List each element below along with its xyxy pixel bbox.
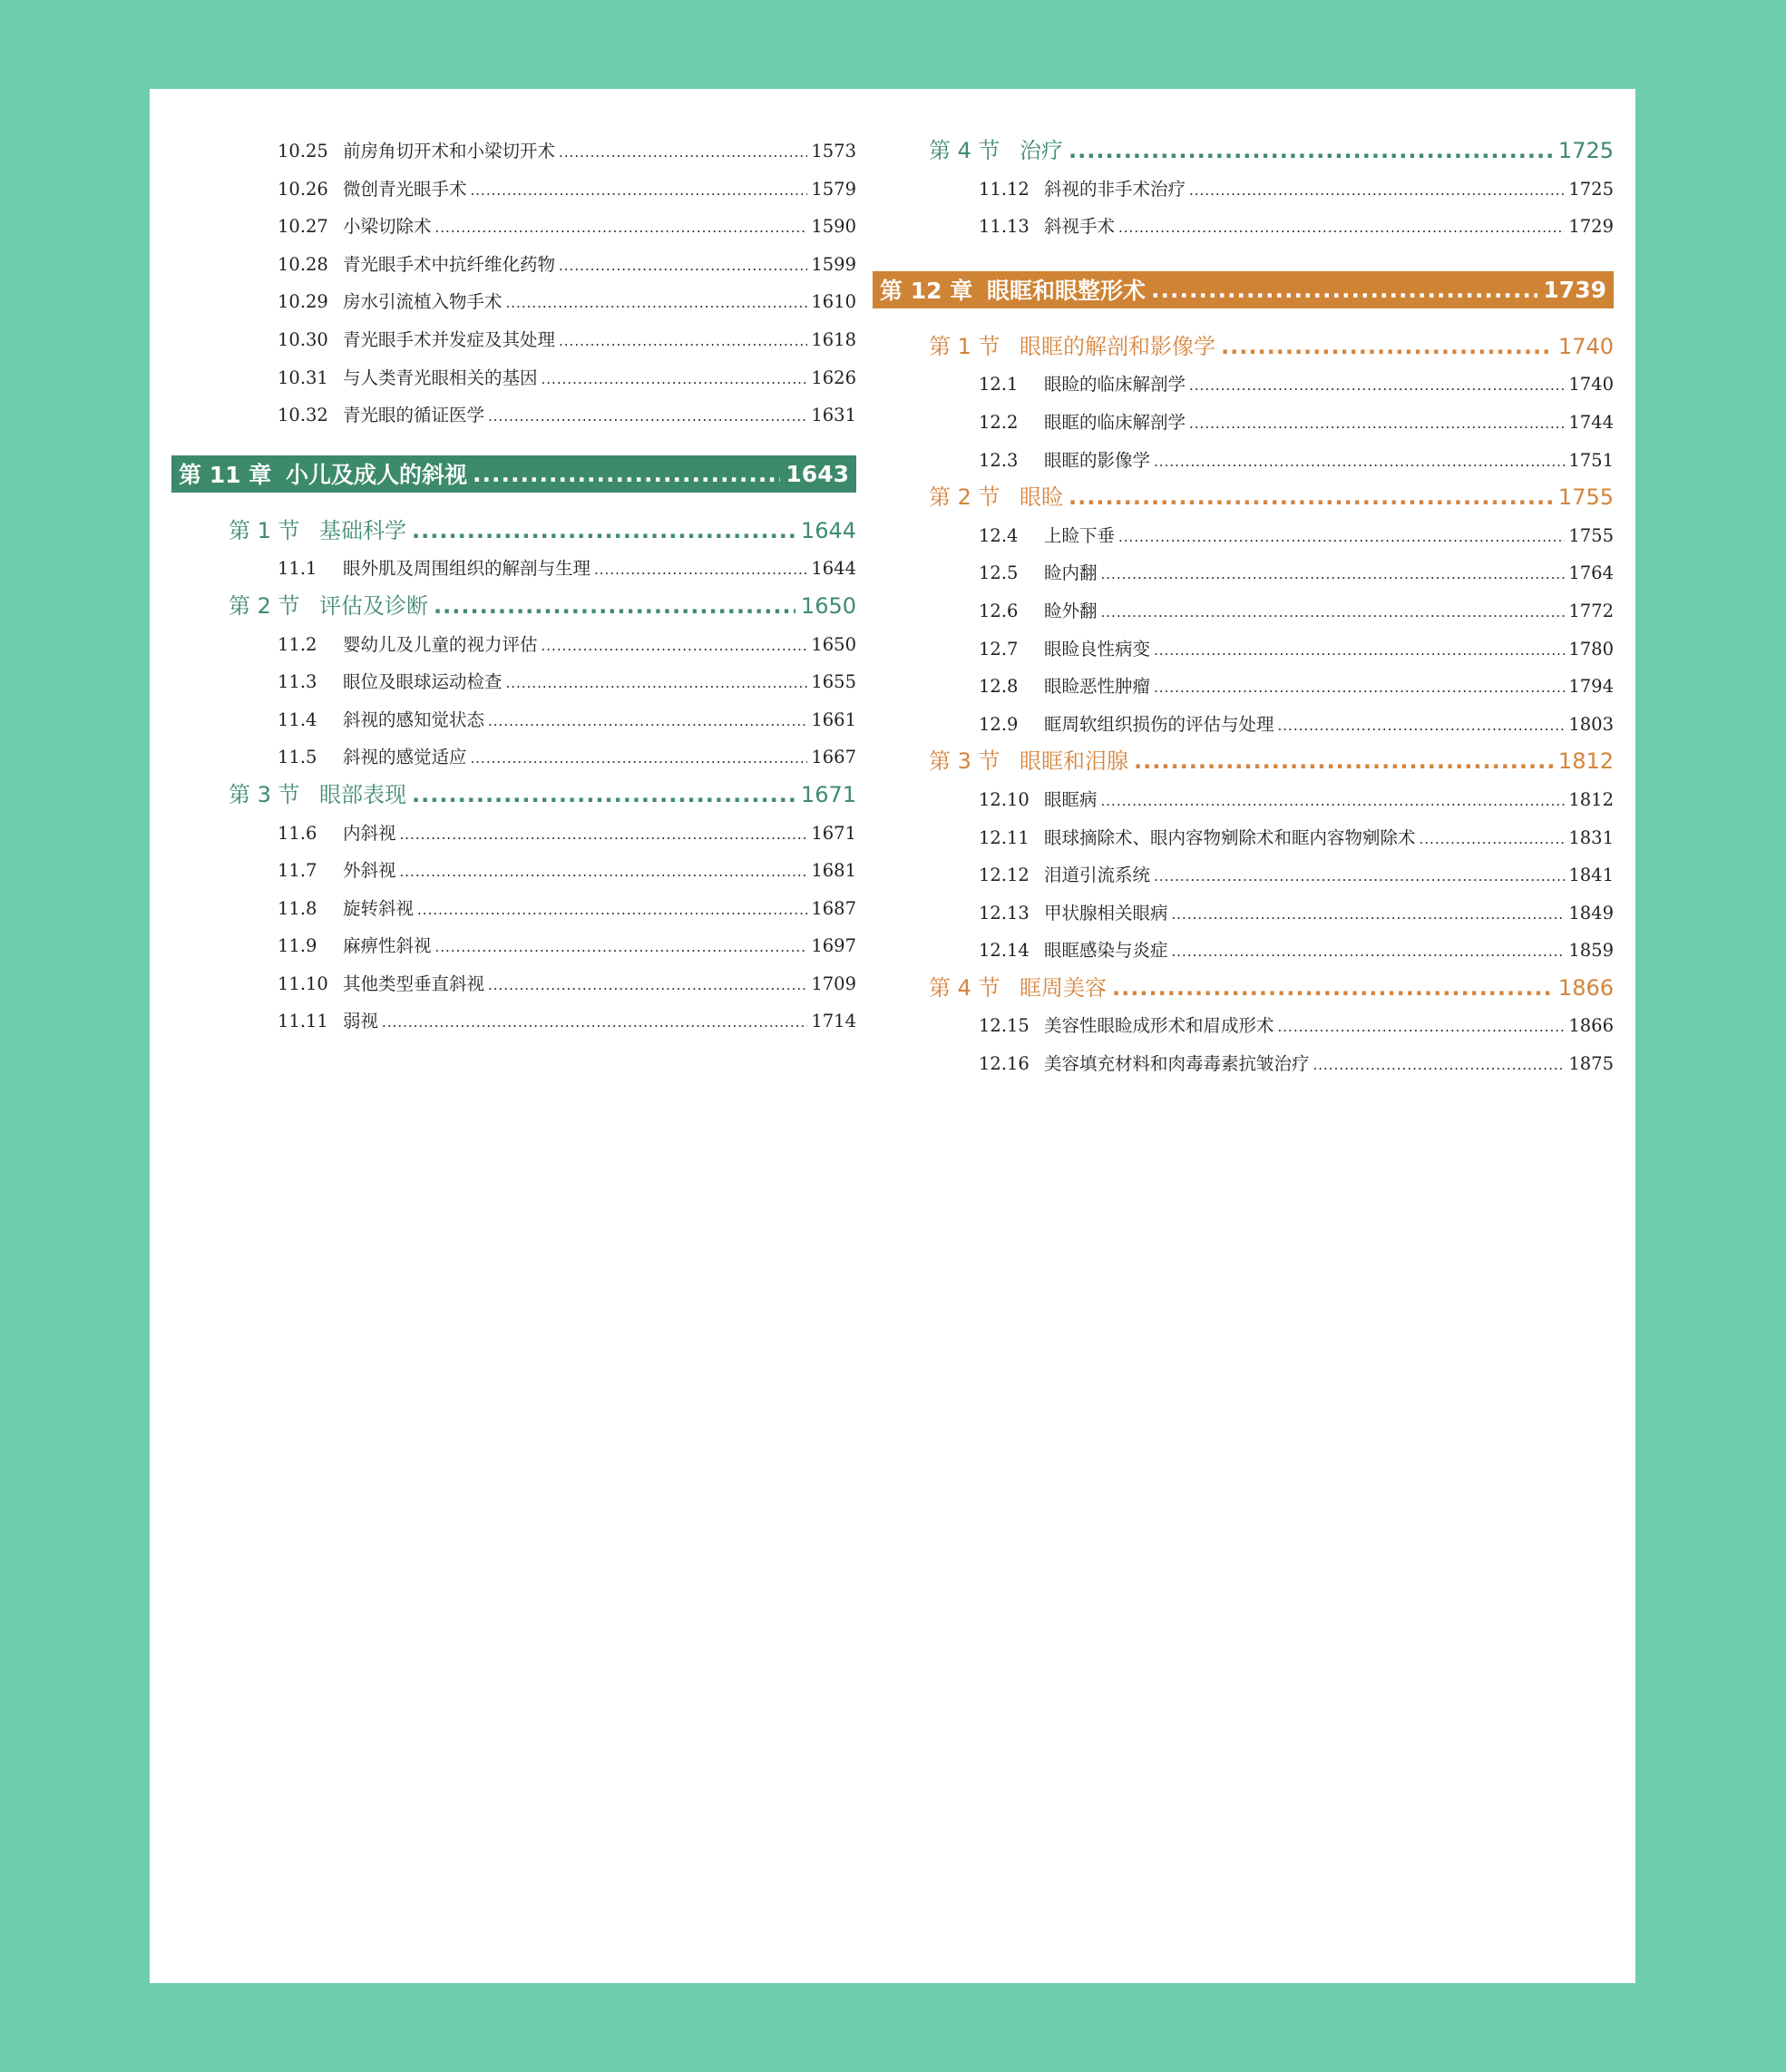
toc-entry[interactable] [171, 626, 856, 664]
entry-page: 1671 [811, 822, 856, 844]
toc-section[interactable] [929, 970, 1614, 1008]
entry-page: 1655 [811, 671, 856, 693]
entry-page: 1841 [1568, 865, 1614, 886]
section-label: 第 3 节 [229, 781, 300, 807]
section-page: 1740 [1557, 333, 1614, 359]
section-title: 眼眶的解剖和影像学 [1020, 333, 1215, 359]
entry-number: 10.27 [278, 216, 328, 238]
entry-number: 12.5 [979, 562, 1019, 584]
leader-dots [1118, 210, 1565, 248]
section-title: 治疗 [1020, 138, 1063, 163]
entry-number: 11.11 [278, 1011, 328, 1032]
entry-title: 内斜视 [343, 822, 396, 844]
leader-dots [542, 361, 808, 399]
entry-number: 12.4 [979, 524, 1019, 546]
toc-entry[interactable] [929, 517, 1614, 555]
leader-dots [1154, 669, 1565, 708]
toc-entry[interactable] [171, 738, 856, 777]
leader-dots [1189, 172, 1565, 210]
leader-dots [1101, 783, 1566, 821]
section-label: 第 3 节 [929, 748, 1000, 775]
toc-entry[interactable] [929, 630, 1614, 669]
section-title: 基础科学 [319, 517, 406, 543]
entry-page: 1831 [1568, 826, 1614, 848]
entry-title: 眼眶感染与炎症 [1044, 940, 1168, 962]
entry-number: 11.9 [278, 935, 317, 957]
toc-entry[interactable] [929, 1007, 1614, 1045]
toc-chapter-banner[interactable] [171, 455, 856, 493]
section-label: 第 1 节 [929, 333, 1000, 359]
entry-number: 10.31 [278, 367, 328, 388]
entry-number: 12.9 [979, 713, 1019, 735]
entry-title: 青光眼手术并发症及其处理 [343, 328, 556, 350]
entry-page: 1661 [811, 709, 856, 730]
entry-page: 1866 [1568, 1015, 1614, 1037]
section-page: 1755 [1557, 484, 1614, 511]
entry-number: 11.8 [278, 897, 317, 919]
toc-entry[interactable] [171, 965, 856, 1003]
leader-dots [488, 398, 807, 436]
leader-dots [417, 892, 807, 930]
entry-number: 11.1 [278, 558, 317, 580]
leader-dots [559, 248, 807, 286]
entry-page: 1794 [1568, 676, 1614, 698]
leader-dots [559, 323, 807, 361]
leader-dots [434, 588, 795, 626]
entry-number: 12.7 [979, 638, 1019, 660]
leader-dots [435, 210, 808, 248]
entry-title: 弱视 [343, 1011, 379, 1032]
section-title: 眼睑 [1020, 484, 1063, 511]
entry-page: 1573 [811, 141, 856, 161]
section-label: 第 2 节 [929, 484, 1000, 511]
entry-number: 12.1 [979, 374, 1019, 396]
leader-dots [1154, 858, 1565, 896]
toc-entry[interactable] [171, 890, 856, 928]
toc-entry[interactable] [171, 550, 856, 588]
toc-entry[interactable] [929, 894, 1614, 933]
chapter-page: 1739 [1543, 276, 1606, 303]
toc-entry[interactable] [171, 132, 856, 171]
entry-title: 眼睑的临床解剖学 [1044, 374, 1186, 396]
leader-dots [542, 628, 808, 666]
entry-title: 眼眶病 [1044, 788, 1098, 810]
entry-title: 睑内翻 [1044, 562, 1098, 584]
entry-title: 青光眼的循证医学 [343, 405, 485, 426]
entry-title: 麻痹性斜视 [343, 935, 432, 957]
toc-left-column [171, 132, 856, 1041]
entry-title: 斜视手术 [1044, 216, 1116, 238]
leader-dots [506, 665, 808, 703]
entry-number: 12.8 [979, 676, 1019, 698]
leader-dots [1154, 632, 1565, 670]
entry-title: 泪道引流系统 [1044, 865, 1151, 886]
toc-right-column [880, 132, 1614, 1083]
leader-dots [382, 1004, 807, 1042]
leader-dots [559, 134, 807, 172]
entry-title: 婴幼儿及儿童的视力评估 [343, 633, 538, 655]
entry-page: 1681 [811, 860, 856, 882]
toc-entry[interactable] [171, 359, 856, 397]
leader-dots [1278, 708, 1566, 746]
entry-page: 1610 [811, 291, 856, 313]
toc-entry[interactable] [929, 668, 1614, 706]
section-page: 1725 [1557, 138, 1614, 163]
entry-page: 1764 [1568, 562, 1614, 584]
entry-title: 眼眶的临床解剖学 [1044, 411, 1186, 433]
leader-dots [1101, 594, 1566, 632]
section-page: 1812 [1557, 748, 1614, 775]
entry-page: 1709 [811, 972, 856, 994]
entry-page: 1631 [811, 405, 856, 426]
toc-chapter-banner[interactable] [873, 271, 1614, 308]
entry-number: 10.26 [278, 178, 328, 200]
entry-number: 12.14 [979, 940, 1030, 962]
section-page: 1650 [800, 592, 856, 619]
entry-number: 11.13 [979, 216, 1030, 238]
entry-title: 前房角切开术和小梁切开术 [343, 141, 556, 161]
entry-page: 1644 [811, 558, 856, 580]
toc-section[interactable] [929, 132, 1614, 171]
entry-number: 10.30 [278, 328, 328, 350]
toc-entry[interactable] [171, 208, 856, 246]
entry-page: 1626 [811, 367, 856, 388]
entry-page: 1744 [1568, 411, 1614, 433]
leader-dots [400, 816, 808, 855]
entry-page: 1812 [1568, 788, 1614, 810]
entry-page: 1772 [1568, 600, 1614, 621]
toc-entry[interactable] [171, 927, 856, 965]
toc-page [150, 89, 1635, 1983]
entry-title: 眼位及眼球运动检查 [343, 671, 503, 693]
section-label: 第 2 节 [229, 592, 300, 619]
toc-section[interactable] [929, 743, 1614, 781]
entry-title: 其他类型垂直斜视 [343, 972, 485, 994]
entry-page: 1618 [811, 328, 856, 350]
entry-number: 12.6 [979, 600, 1019, 621]
entry-page: 1725 [1568, 178, 1614, 200]
section-title: 眼部表现 [319, 781, 406, 807]
entry-page: 1714 [811, 1011, 856, 1032]
entry-title: 微创青光眼手术 [343, 178, 467, 200]
entry-number: 10.25 [278, 141, 328, 161]
toc-entry[interactable] [929, 171, 1614, 209]
entry-title: 美容性眼睑成形术和眉成形术 [1044, 1015, 1274, 1037]
toc-entry[interactable] [171, 701, 856, 739]
entry-title: 房水引流植入物手术 [343, 291, 503, 313]
toc-entry[interactable] [171, 321, 856, 359]
leader-dots [1278, 1009, 1566, 1047]
toc-entry[interactable] [929, 442, 1614, 480]
leader-dots [435, 929, 808, 967]
section-title: 眶周美容 [1020, 974, 1107, 1001]
chapter-title: 小儿及成人的斜视 [286, 462, 468, 489]
toc-entry[interactable] [929, 208, 1614, 246]
entry-number: 11.10 [278, 972, 328, 994]
entry-title: 上睑下垂 [1044, 524, 1116, 546]
entry-title: 与人类青光眼相关的基因 [343, 367, 538, 388]
toc-section[interactable] [929, 479, 1614, 517]
toc-entry[interactable] [929, 404, 1614, 442]
entry-page: 1667 [811, 747, 856, 768]
spacer [929, 246, 1614, 271]
toc-entry[interactable] [171, 396, 856, 435]
section-label: 第 4 节 [929, 138, 1000, 163]
entry-number: 12.2 [979, 411, 1019, 433]
leader-dots [1420, 821, 1566, 859]
entry-page: 1650 [811, 633, 856, 655]
entry-page: 1859 [1568, 940, 1614, 962]
entry-title: 眶周软组织损伤的评估与处理 [1044, 713, 1274, 735]
entry-title: 小梁切除术 [343, 216, 432, 238]
leader-dots [1069, 479, 1553, 517]
entry-page: 1697 [811, 935, 856, 957]
section-page: 1671 [800, 781, 856, 807]
toc-entry[interactable] [929, 592, 1614, 630]
entry-title: 斜视的非手术治疗 [1044, 178, 1186, 200]
section-title: 评估及诊断 [319, 592, 428, 619]
entry-page: 1751 [1568, 449, 1614, 471]
entry-number: 10.29 [278, 291, 328, 313]
spacer [929, 308, 1614, 328]
entry-number: 12.13 [979, 902, 1030, 924]
entry-page: 1687 [811, 897, 856, 919]
toc-entry[interactable] [929, 781, 1614, 819]
toc-entry[interactable] [929, 856, 1614, 894]
section-label: 第 1 节 [229, 517, 300, 543]
toc-entry[interactable] [171, 1002, 856, 1041]
toc-entry[interactable] [171, 815, 856, 853]
entry-page: 1875 [1568, 1053, 1614, 1075]
toc-section[interactable] [929, 328, 1614, 367]
leader-dots [1189, 367, 1565, 406]
entry-title: 睑外翻 [1044, 600, 1098, 621]
toc-entry[interactable] [929, 706, 1614, 744]
leader-dots [412, 777, 795, 815]
entry-page: 1740 [1568, 374, 1614, 396]
leader-dots [1134, 743, 1553, 781]
entry-number: 10.32 [278, 405, 328, 426]
entry-title: 斜视的感知觉状态 [343, 709, 485, 730]
entry-title: 眼外肌及周围组织的解剖与生理 [343, 558, 591, 580]
toc-entry[interactable] [171, 283, 856, 321]
leader-dots [1101, 556, 1566, 594]
chapter-page: 1643 [786, 460, 849, 487]
toc-entry[interactable] [171, 852, 856, 890]
leader-dots [1151, 277, 1537, 303]
entry-number: 11.5 [278, 747, 317, 768]
entry-number: 12.16 [979, 1053, 1030, 1075]
leader-dots [506, 285, 808, 323]
toc-entry[interactable] [929, 366, 1614, 404]
entry-number: 12.15 [979, 1015, 1030, 1037]
section-page: 1644 [800, 517, 856, 543]
leader-dots [473, 461, 780, 487]
entry-title: 眼睑良性病变 [1044, 638, 1151, 660]
entry-number: 11.7 [278, 860, 317, 882]
entry-number: 11.4 [278, 709, 317, 730]
entry-title: 美容填充材料和肉毒毒素抗皱治疗 [1044, 1053, 1310, 1075]
toc-entry[interactable] [171, 663, 856, 701]
entry-title: 旋转斜视 [343, 897, 415, 919]
entry-number: 10.28 [278, 253, 328, 275]
entry-title: 眼睑恶性肿瘤 [1044, 676, 1151, 698]
entry-number: 12.11 [979, 826, 1030, 848]
toc-section[interactable] [171, 777, 856, 815]
toc-entry[interactable] [929, 819, 1614, 857]
toc-section[interactable] [171, 588, 856, 626]
entry-number: 12.12 [979, 865, 1030, 886]
leader-dots [1189, 406, 1565, 444]
entry-page: 1803 [1568, 713, 1614, 735]
toc-entry[interactable] [171, 246, 856, 284]
entry-page: 1729 [1568, 216, 1614, 238]
entry-title: 甲状腺相关眼病 [1044, 902, 1168, 924]
leader-dots [1172, 896, 1566, 934]
entry-number: 12.3 [979, 449, 1019, 471]
entry-number: 11.6 [278, 822, 317, 844]
entry-title: 青光眼手术中抗纤维化药物 [343, 253, 556, 275]
entry-page: 1849 [1568, 902, 1614, 924]
entry-page: 1590 [811, 216, 856, 238]
entry-number: 11.2 [278, 633, 317, 655]
entry-number: 11.12 [979, 178, 1030, 200]
leader-dots [412, 513, 795, 551]
toc-entry[interactable] [929, 932, 1614, 970]
leader-dots [1118, 519, 1565, 557]
leader-dots [471, 172, 808, 210]
entry-title: 眼球摘除术、眼内容物剜除术和眶内容物剜除术 [1044, 826, 1416, 848]
chapter-label: 第 11 章 [179, 462, 272, 489]
section-page: 1866 [1557, 974, 1614, 1001]
spacer [171, 435, 856, 455]
leader-dots [1154, 444, 1565, 482]
leader-dots [594, 552, 807, 590]
section-label: 第 4 节 [929, 974, 1000, 1001]
leader-dots [1313, 1047, 1566, 1085]
toc-entry[interactable] [929, 554, 1614, 592]
leader-dots [1112, 970, 1553, 1008]
leader-dots [1069, 132, 1553, 171]
leader-dots [1172, 933, 1566, 972]
toc-entry[interactable] [171, 171, 856, 209]
entry-title: 外斜视 [343, 860, 396, 882]
entry-page: 1780 [1568, 638, 1614, 660]
section-title: 眼眶和泪腺 [1020, 748, 1128, 775]
leader-dots [1221, 328, 1553, 367]
entry-title: 斜视的感觉适应 [343, 747, 467, 768]
entry-title: 眼眶的影像学 [1044, 449, 1151, 471]
entry-page: 1579 [811, 178, 856, 200]
chapter-label: 第 12 章 [880, 278, 973, 305]
entry-page: 1755 [1568, 524, 1614, 546]
entry-number: 12.10 [979, 788, 1030, 810]
toc-entry[interactable] [929, 1045, 1614, 1083]
entry-page: 1599 [811, 253, 856, 275]
toc-section[interactable] [171, 513, 856, 551]
leader-dots [488, 703, 807, 741]
leader-dots [471, 740, 808, 778]
spacer [171, 493, 856, 513]
chapter-title: 眼眶和眼整形术 [987, 278, 1147, 305]
leader-dots [488, 967, 807, 1005]
leader-dots [400, 854, 808, 892]
entry-number: 11.3 [278, 671, 317, 693]
